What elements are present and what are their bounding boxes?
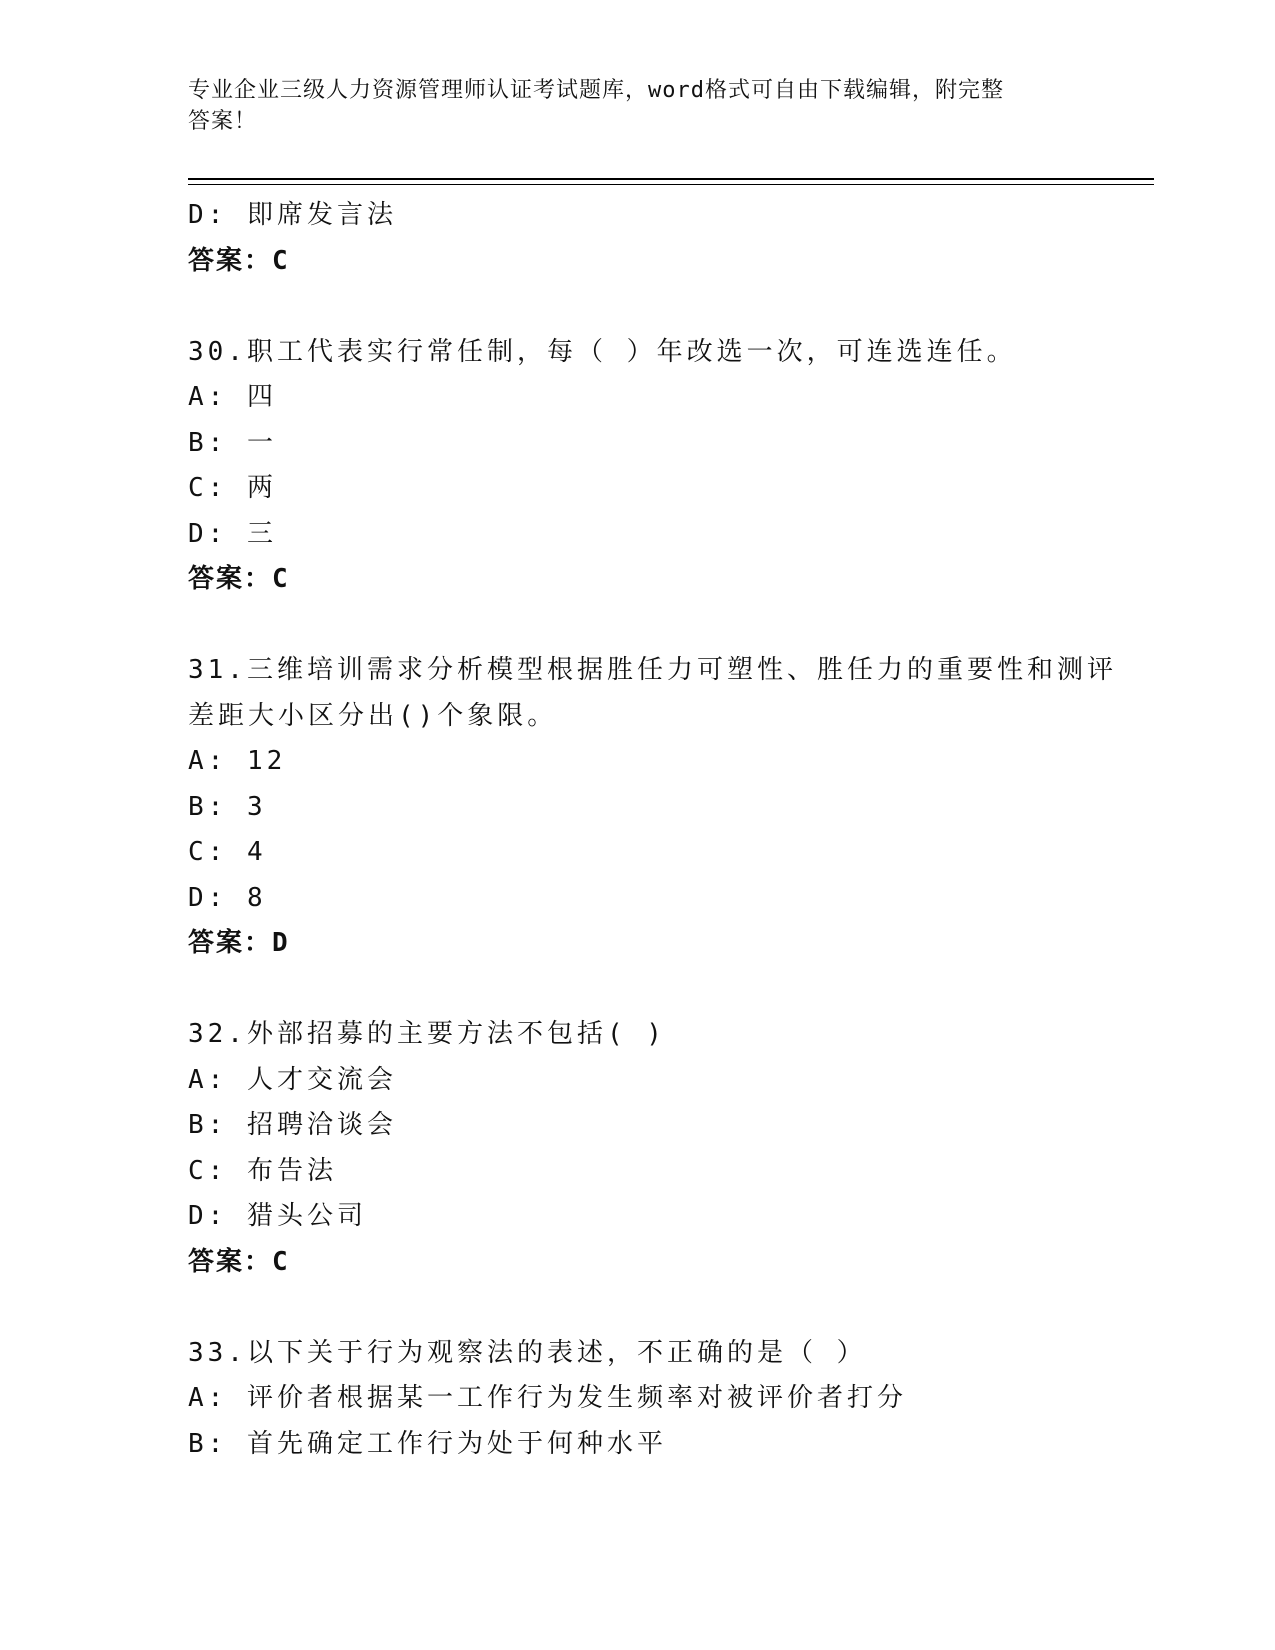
option-c: C: 两 — [188, 473, 277, 503]
header-rule-thick — [188, 178, 1154, 180]
option-a: A: 四 — [188, 382, 277, 412]
question-30 — [188, 330, 1088, 603]
option-c: C: 4 — [188, 837, 267, 867]
answer-line: 答案：C — [188, 245, 290, 276]
option-b: B: 3 — [188, 791, 267, 822]
header-line-1: 专业企业三级人力资源管理师认证考试题库，word格式可自由下载编辑，附完整 — [188, 78, 1004, 103]
header-rule-thin — [188, 184, 1154, 185]
spacer — [188, 603, 1088, 649]
answer-line: 答案：C — [188, 564, 290, 594]
option-a: A: 评价者根据某一工作行为发生频率对被评价者打分 — [188, 1383, 907, 1413]
header-line-2: 答案！ — [188, 109, 258, 134]
spacer — [188, 284, 1088, 330]
option-b: B: 首先确定工作行为处于何种水平 — [188, 1428, 667, 1459]
question-33 — [188, 1331, 1088, 1468]
option-b: B: 一 — [188, 427, 277, 458]
spacer — [188, 1285, 1088, 1331]
answer-line: 答案：D — [188, 928, 290, 958]
document-body — [188, 193, 1117, 1467]
question-31 — [188, 648, 1117, 967]
question-stem-continued: 差距大小区分出()个象限。 — [188, 700, 558, 731]
question-stem: 33.以下关于行为观察法的表述，不正确的是（ ） — [188, 1337, 867, 1368]
option-c: C: 布告法 — [188, 1155, 337, 1186]
option-a: A: 人才交流会 — [188, 1064, 397, 1095]
answer-line: 答案：C — [188, 1246, 290, 1277]
question-stem: 31.三维培训需求分析模型根据胜任力可塑性、胜任力的重要性和测评 — [188, 655, 1117, 685]
option-d: D: 猎头公司 — [188, 1201, 367, 1231]
question-stem: 32.外部招募的主要方法不包括( ) — [188, 1019, 666, 1049]
document-header — [188, 75, 1088, 137]
option-b: B: 招聘洽谈会 — [188, 1110, 397, 1140]
question-32 — [188, 1012, 1088, 1285]
spacer — [188, 967, 1088, 1013]
question-stem: 30.职工代表实行常任制，每（ ）年改选一次，可连选连任。 — [188, 336, 1017, 367]
option-a: A: 12 — [188, 746, 287, 776]
option-d: D: 8 — [188, 882, 267, 913]
option-d: D: 三 — [188, 518, 277, 549]
option-d: D: 即席发言法 — [188, 200, 397, 230]
